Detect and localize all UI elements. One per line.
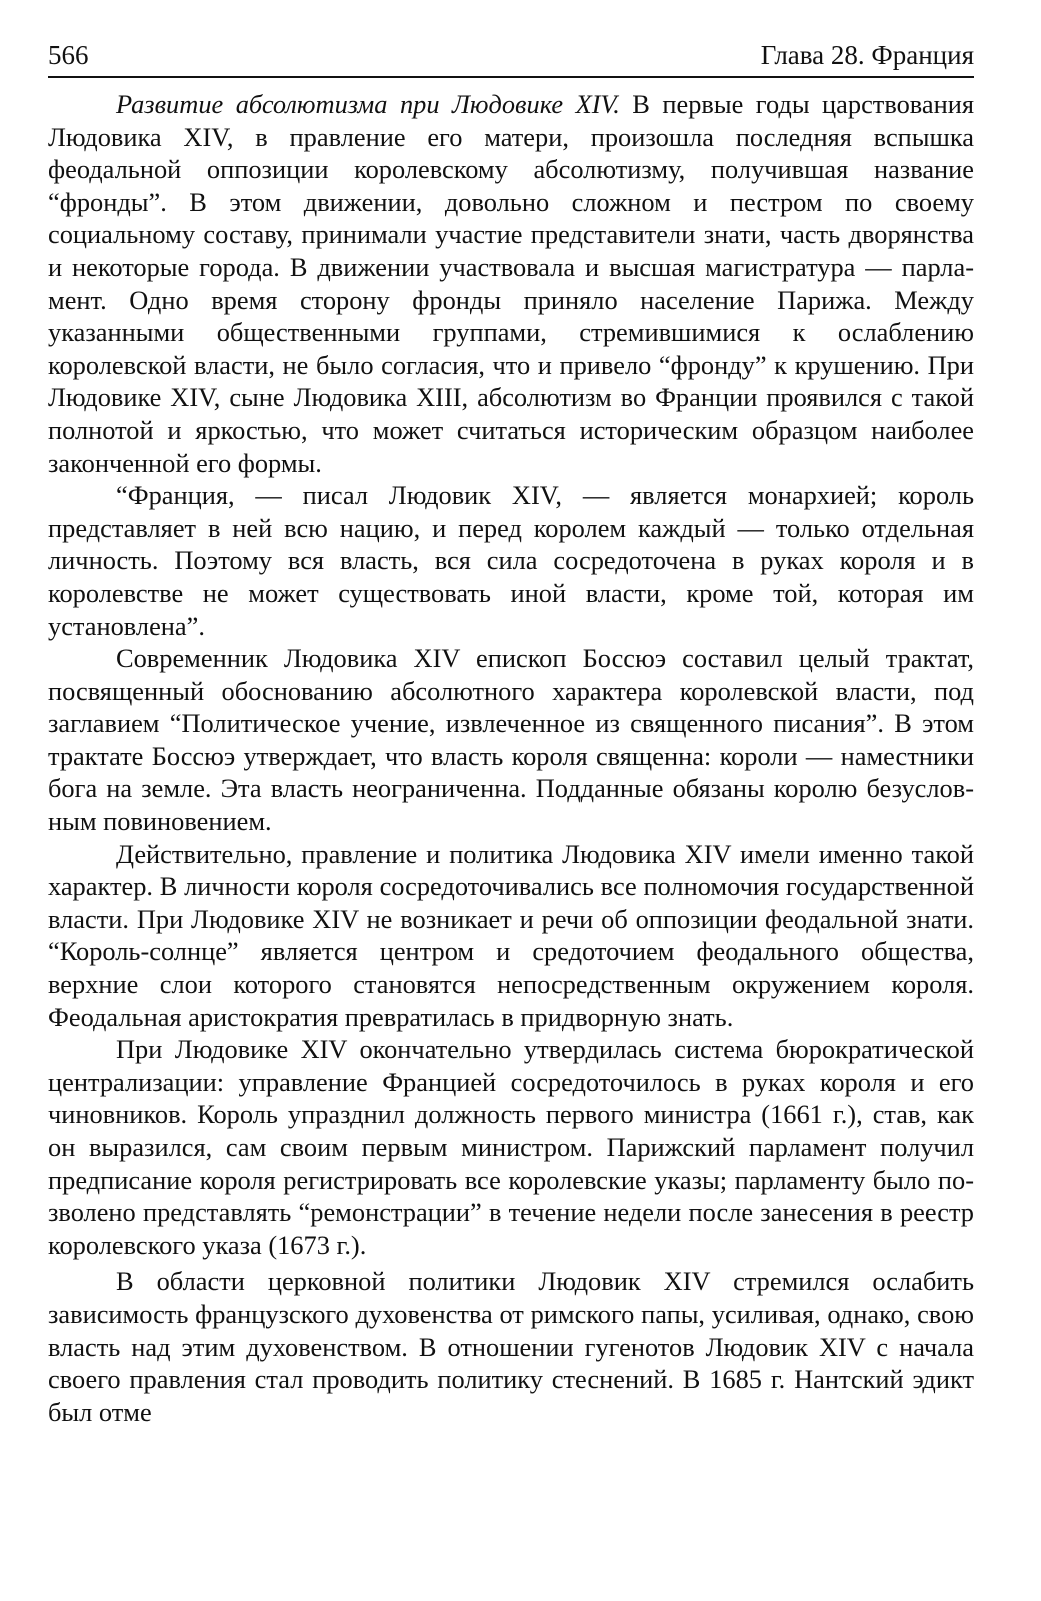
paragraph-2 [48,479,974,642]
paragraph-5 [48,1033,974,1261]
paragraph-6 [48,1265,974,1428]
paragraph-text: Действительно, правление и политика Людовика XIV имели именно такой характер. В личности короля сосредоточивались все полномочия государственной власти. При Людовике XIV не возникает и речи об оппозиции феодальной знати. “Король-солнце” является центром и средоточием феодального общества, верхние слои которого становятся непосредственным окружением короля. Феодальная аристократия превратилась в придворную знать. [48,838,974,1032]
paragraph-text: Современник Людовика XIV епископ Боссюэ составил целый трактат, посвященный обоснованию абсолютного характера королевской власти, под заглавием “Политическое учение, извлеченное из священного писания”. В этом трактате Боссюэ утверждает, что власть короля священна: короли — наместники бога на земле. Эта власть неограниченна. Подданные обязаны королю безусловным повиновением. [48,643,974,837]
page-body [48,88,974,1428]
paragraph-text: При Людовике XIV окончательно утвердилась система бюрократической централизации: управление Францией сосредоточилось в руках короля и его чиновников. Король упразднил должность первого министра (1661 г.), став, как он выразился, сам своим первым министром. Парижский парламент получил предписание короля регистрировать все королевские указы; парламенту было позволено представлять “ремонстрации” в течение недели после занесения в реестр королевского указа (1673 г.). [48,1034,974,1260]
paragraph-text: “Франция, — писал Людовик XIV, — является монархией; король представляет в ней всю нацию, и перед королем каждый — только отдельная личность. Поэтому вся власть, вся сила сосредоточена в руках короля и в королевстве не может существовать иной власти, кроме той, которая им установлена”. [48,480,974,641]
section-heading: Развитие абсолютизма при Людовике XIV. [116,89,620,119]
page-number: 566 [48,40,89,70]
paragraph-4 [48,838,974,1034]
chapter-title: Глава 28. Франция [760,40,974,70]
paragraph-text: В области церковной политики Людовик XIV стремился ослабить зависимость французского духовенства от римского папы, усиливая, однако, свою власть над этим духовенством. В отношении гугенотов Людовик XIV с начала своего правления стал проводить политику стеснений. В 1685 г. Нантский эдикт был отме [48,1266,974,1427]
paragraph-1 [48,88,974,479]
running-header [48,38,974,78]
book-page [48,38,974,1428]
paragraph-text: В первые годы царствования Людовика XIV, в правление его матери, произошла последняя вспышка феодальной оппозиции королевскому абсолютизму, получившая название “фронды”. В этом движении, довольно сложном и пестром по своему социальному составу, принимали участие представители знати, часть дворянства и некоторые города. В движении участвовала и высшая магистратура — парламент. Одно время сторону фронды приняло население Парижа. Между указанными общественными группами, стремившимися к ослаблению королевской власти, не было согласия, что и привело “фронду” к крушению. При Людовике XIV, сыне Людовика XIII, абсолютизм во Франции проявился с такой полнотой и яркостью, что может считаться историческим образцом наиболее законченной его формы. [48,89,975,478]
paragraph-3 [48,642,974,838]
